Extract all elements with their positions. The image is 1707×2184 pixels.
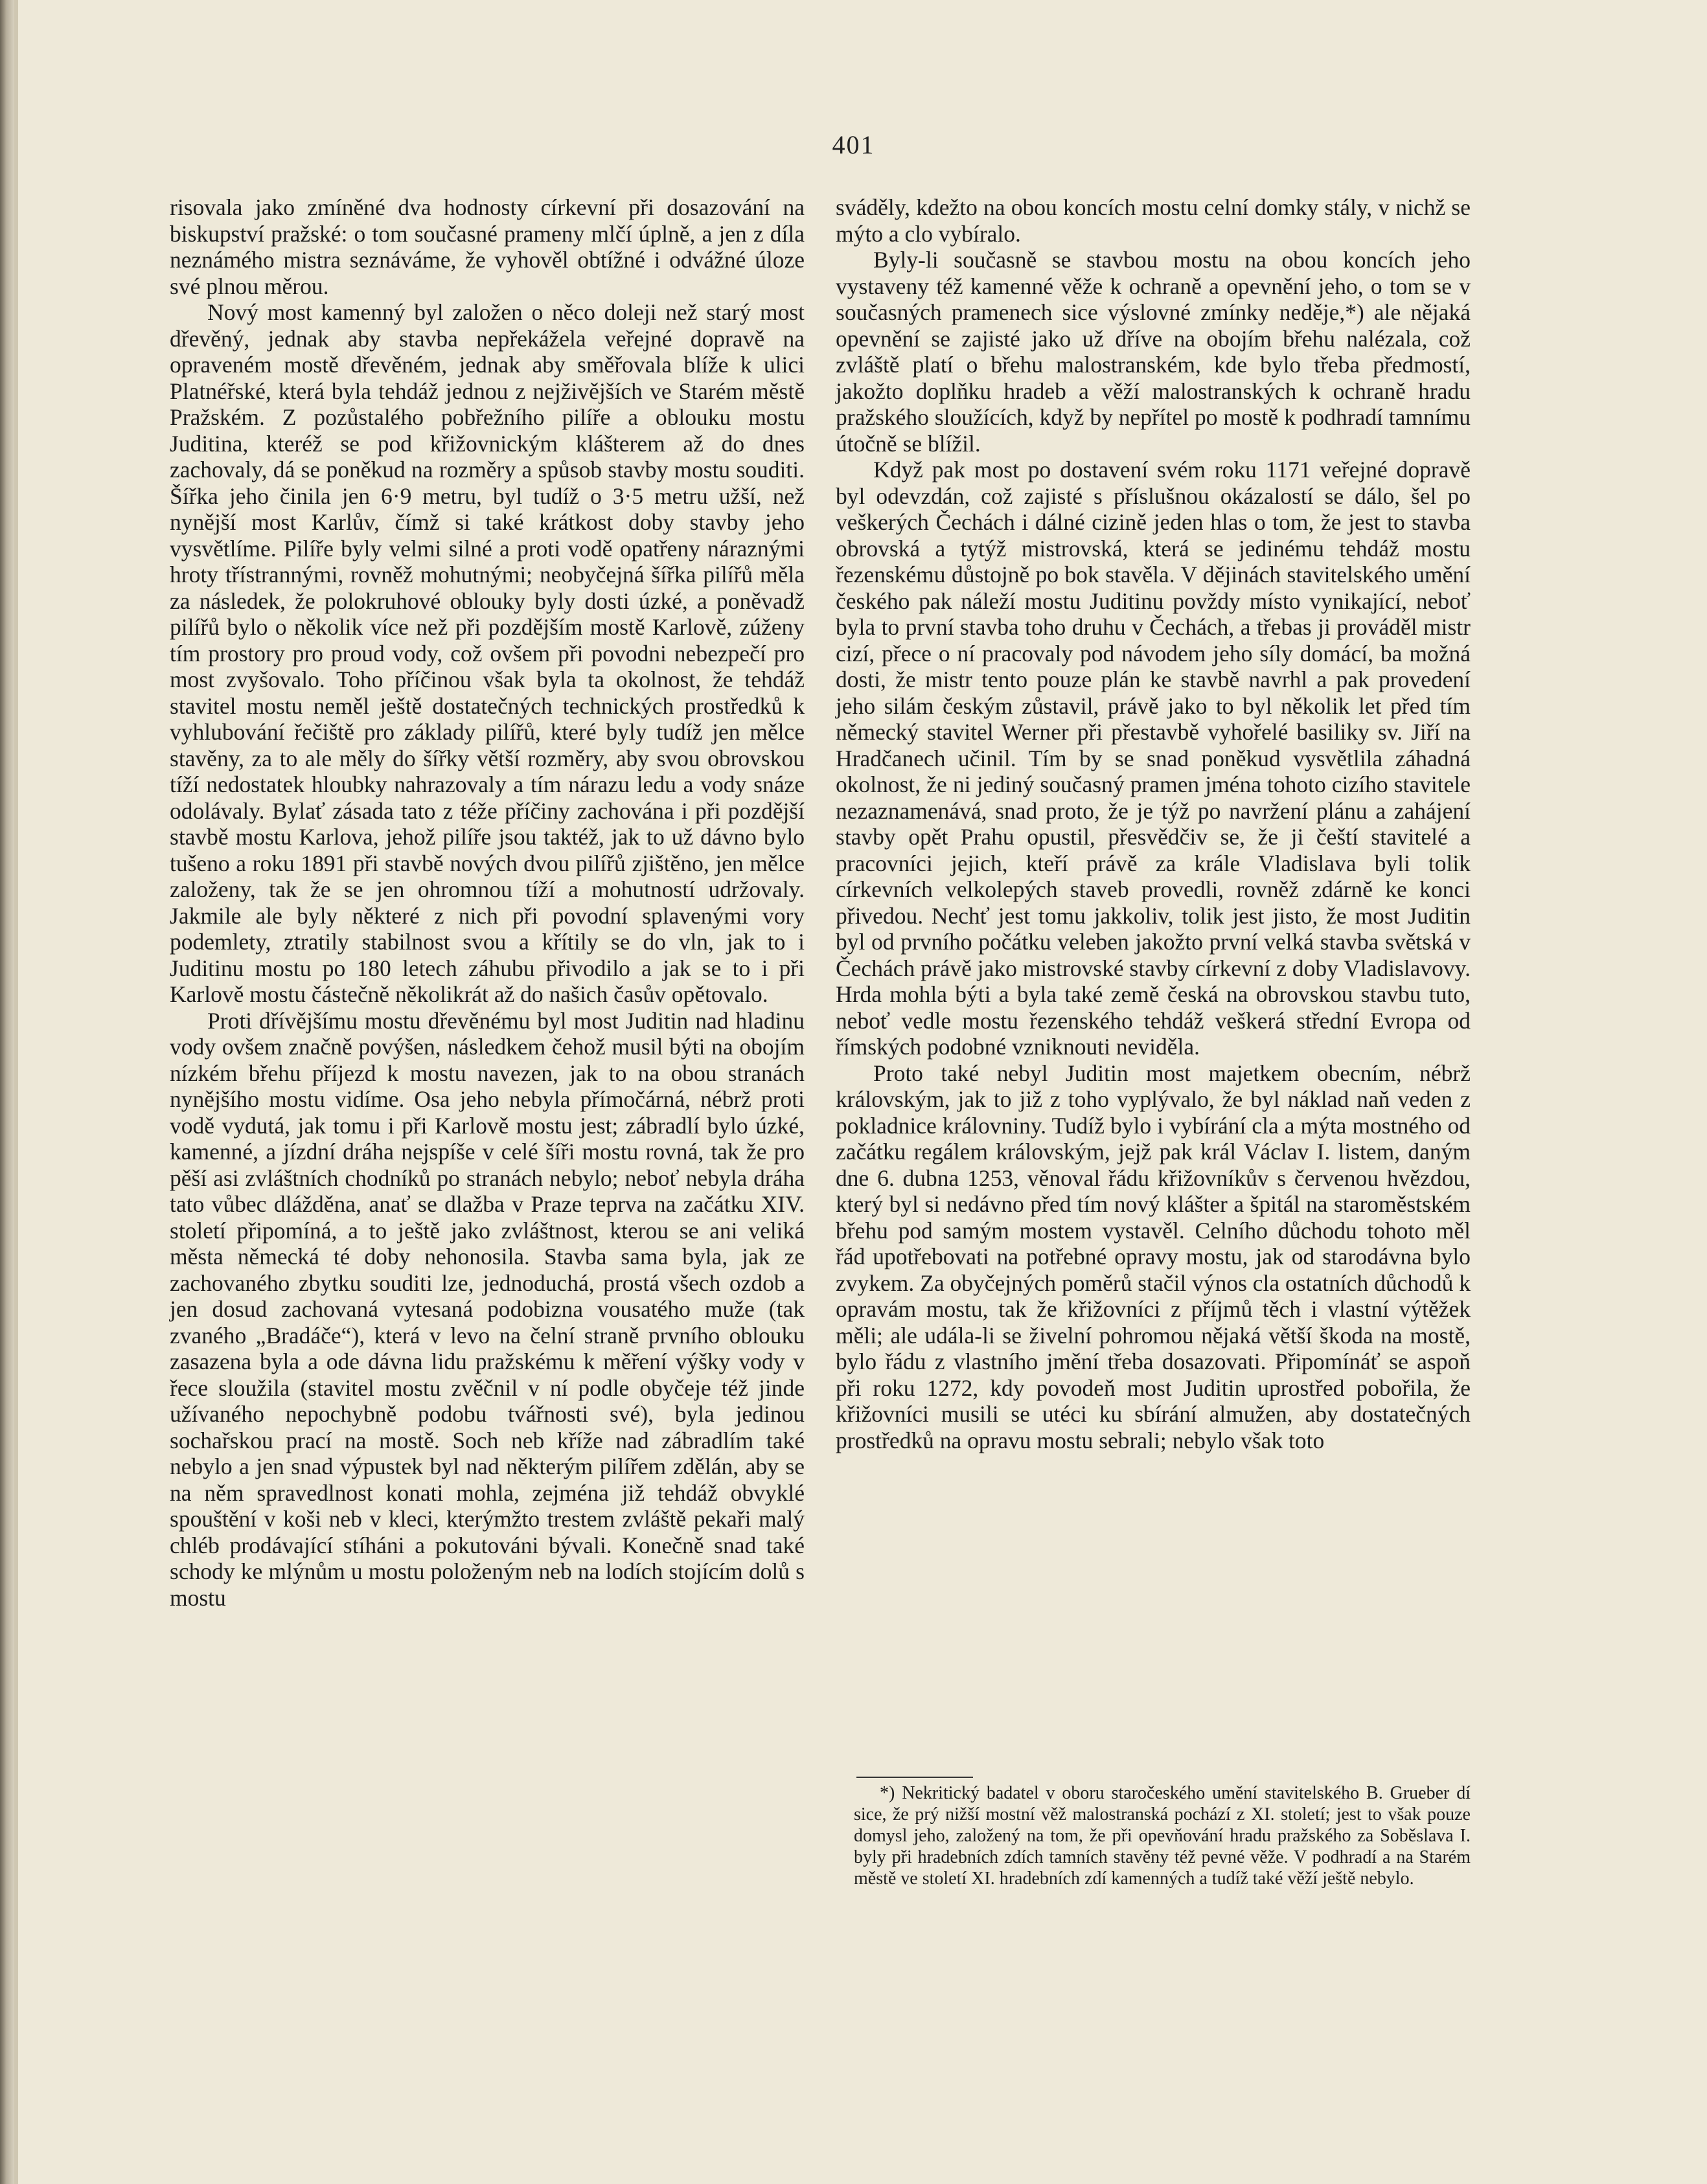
right-column <box>836 194 1471 1453</box>
footnote-divider <box>856 1777 973 1778</box>
page-edge <box>14 0 18 2184</box>
paragraph: Nový most kamenný byl založen o něco doleji než starý most dřevěný, jednak aby stavba nepřekážela veřejné dopravě na opraveném mostě dřevěném, jednak aby směřovala blíže k ulici Platnéřské, která byla tehdáž jednou z nejživějších ve Starém městě Pražském. Z pozůstalého pobřežního pilíře a oblouku mostu Juditina, kteréž se pod křižovnickým klášterem až do dnes zachovaly, dá se poněkud na rozměry a spůsob stavby mostu souditi. Šířka jeho činila jen 6·9 metru, byl tudíž o 3·5 metru užší, než nynější most Karlův, čímž si také krátkost doby stavby jeho vysvětlíme. Pilíře byly velmi silné a proti vodě opatřeny náraznými hroty třístrannými, rovněž mohutnými; neobyčejná šířka pilířů měla za následek, že polokruhové oblouky byly dosti úzké, a poněvadž pilířů bylo o několik více než při pozdějším mostě Karlově, zúženy tím prostory pro proud vody, což ovšem při povodni nebezpečí pro most zvyšovalo. Toho příčinou však byla ta okolnost, že tehdáž stavitel mostu neměl ještě dostatečných technických prostředků k vyhlubování řečiště pro základy pilířů, které byly tudíž jen mělce stavěny, za to ale měly do šířky větší rozměry, aby svou obrovskou tíží nedostatek hloubky nahrazovaly a tím nárazu ledu a vody snáze odolávaly. Bylať zásada tato z téže příčiny zachována i při pozdější stavbě mostu Karlova, jehož pilíře jsou taktéž, jak to už dávno bylo tušeno a roku 1891 při stavbě nových dvou pilířů zjištěno, jen mělce založeny, tak že se jen ohromnou tíží a mohutností udržovaly. Jakmile ale byly některé z nich při povodní splavenými vory podemlety, ztratily stabilnost svou a křítily se do vln, jak to i Juditinu mostu po 180 letech záhubu přivodilo a jak se to i při Karlově mostu částečně několikrát až do našich časův opětovalo. <box>170 299 805 1007</box>
paragraph: Proto také nebyl Juditin most majetkem obecním, nébrž královským, jak to již z toho vyplývalo, že byl náklad naň veden z pokladnice královniny. Tudíž bylo i vybírání cla a mýta mostného od začátku regálem královským, jejž pak král Václav I. listem, daným dne 6. dubna 1253, věnoval řádu křižovníkův s červenou hvězdou, který byl si nedávno před tím nový klášter a špitál na staroměstském břehu pod samým mostem vystavěl. Celního důchodu tohoto měl řád upotřebovati na potřebné opravy mostu, jak od starodávna bylo zvykem. Za obyčejných poměrů stačil výnos cla ostatních důchodů k opravám mostu, tak že křižovníci z příjmů těch i vlastní výtěžek měli; ale udála-li se živelní pohromou nějaká větší škoda na mostě, bylo řádu z vlastního jmění třeba dosazovati. Připomínáť se aspoň při roku 1272, kdy povodeň most Juditin uprostřed pobořila, že křižovníci musili se utéci ku sbírání almužen, aby dostatečných prostředků na opravu mostu sebrali; nebylo však toto <box>836 1060 1471 1453</box>
paragraph: risovala jako zmíněné dva hodnosty církevní při dosazování na biskupství pražské: o tom současné prameny mlčí úplně, a jen z díla neznámého mistra seznáváme, že vyhověl obtížné i odvážné úloze své plnou měrou. <box>170 194 805 299</box>
footnote: *) Nekritický badatel v oboru staročeského umění stavitelského B. Grueber dí sice, že prý nižší mostní věž malostranská pochází z XI. století; jest to však pouze domysl jeho, založený na tom, že při opevňování hradu pražského za Soběslava I. byly při hradebních zdích tamních stavěny též pevné věže. V podhradí a na Starém městě ve století XI. hradebních zdí kamenných a tudíž také věží ještě nebylo. <box>854 1783 1471 1889</box>
page-number: 401 <box>832 130 875 159</box>
left-column <box>170 194 805 1611</box>
paragraph: Když pak most po dostavení svém roku 1171 veřejné dopravě byl odevzdán, což zajisté s příslušnou okázalostí se dálo, šel po veškerých Čechách i dálné cizině jeden hlas o tom, že jest to stavba obrovská a tytýž mistrovská, která se jedinému tehdáž mostu řezenskému důstojně po bok stavěla. V dějinách stavitelského umění českého pak náleží mostu Juditinu povždy místo vynikající, neboť byla to první stavba toho druhu v Čechách, a třebas ji prováděl mistr cizí, přece o ní pracovaly pod návodem jeho síly domácí, ba možná dosti, že mistr tento pouze plán ke stavbě navrhl a pak provedení jeho silám českým zůstavil, právě jako to byl několik let před tím německý stavitel Werner při přestavbě vyhořelé basiliky sv. Jiří na Hradčanech učinil. Tím by se snad poněkud vysvětlila záhadná okolnost, že ni jediný současný pramen jména tohoto cizího stavitele nezaznamenává, snad proto, že je týž po navržení plánu a zahájení stavby opět Prahu opustil, přesvědčiv se, že ji čeští stavitelé a pracovníci jejich, kteří právě za krále Vladislava byli tolik církevních velkolepých staveb provedli, rovněž zdárně ke konci přivedou. Nechť jest tomu jakkoliv, tolik jest jisto, že most Juditin byl od prvního počátku veleben jakožto první velká stavba světská v Čechách právě jako mistrovské stavby církevní z doby Vladislavovy. Hrda mohla býti a byla také země česká na obrovskou stavbu tuto, neboť vedle mostu řezenského tehdáž veškerá střední Evropa od římských podobné vzniknouti neviděla. <box>836 457 1471 1060</box>
book-binding-edge <box>0 0 14 2184</box>
paragraph: sváděly, kdežto na obou koncích mostu celní domky stály, v nichž se mýto a clo vybíralo. <box>836 194 1471 247</box>
paragraph: Byly-li současně se stavbou mostu na obou koncích jeho vystaveny též kamenné věže k ochraně a opevnění jeho, o tom se v současných pramenech sice výslovné zmínky neděje,*) ale nějaká opevnění se zajisté jako už dříve na obojím břehu nalézala, což zvláště platí o břehu malostranském, kde bylo třeba předmostí, jakožto doplňku hradeb a věží malostranských k ochraně hradu pražského sloužících, když by nepřítel po mostě k podhradí tamnímu útočně se blížil. <box>836 247 1471 457</box>
paragraph: Proti dřívějšímu mostu dřevěnému byl most Juditin nad hladinu vody ovšem značně povýšen, následkem čehož musil býti na obojím nízkém břehu příjezd k mostu navezen, jak to na obou stranách nynějšího mostu vidíme. Osa jeho nebyla přímočárná, nébrž proti vodě vydutá, jak tomu i při Karlově mostu jest; zábradlí bylo úzké, kamenné, a jízdní dráha nejspíše v celé šíři mostu rovná, tak že pro pěší asi zvláštních chodníků po stranách nebylo; neboť nebyla dráha tato vůbec dlážděna, anať se dlažba v Praze teprva na začátku XIV. století připomíná, a to ještě jako zvláštnost, kterou se ani veliká města německá té doby nehonosila. Stavba sama byla, jak ze zachovaného zbytku souditi lze, jednoduchá, prostá všech ozdob a jen dosud zachovaná vytesaná podobizna vousatého muže (tak zvaného „Bradáče“), která v levo na čelní straně prvního oblouku zasazena byla a ode dávna lidu pražskému k měření výšky vody v řece sloužila (stavitel mostu zvěčnil v ní podle obyčeje též jinde užívaného nepochybně podobu tvářnosti své), byla jedinou sochařskou prací na mostě. Soch neb kříže nad zábradlím také nebylo a jen snad výpustek byl nad některým pilířem zdělán, aby se na něm spravedlnost konati mohla, zejména již tehdáž obvyklé spouštění v koši neb v kleci, kterýmžto trestem zvláště pekaři malý chléb prodávající stíháni a pokutováni bývali. Konečně snad také schody ke mlýnům u mostu položeným neb na lodích stojícím dolů s mostu <box>170 1007 805 1611</box>
